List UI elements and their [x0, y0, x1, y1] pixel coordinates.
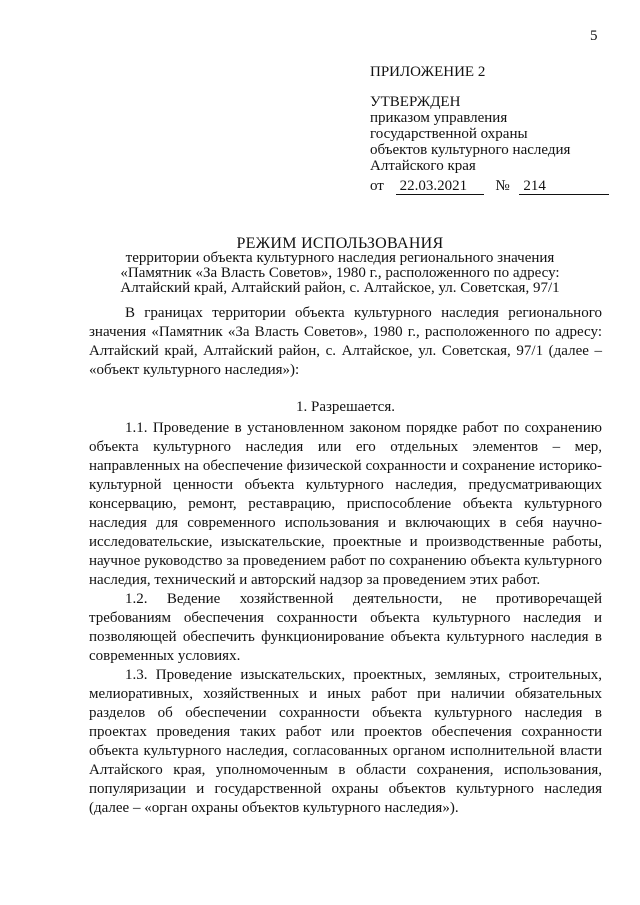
intro-paragraph: В границах территории объекта культурного наследия регионального значения «Памятник «За Власть Советов», 1980 г., расположенного по адресу: Алтайский край, Алтайский район, с. Алтайское, ул. Советская, 97/1 (далее – «объект культурного наследия»):: [89, 305, 602, 378]
document-body: [89, 304, 602, 818]
approval-line: объектов культурного наследия: [370, 142, 571, 158]
document-title: [70, 236, 610, 296]
section-title: 1. Разрешается.: [296, 399, 395, 415]
approval-line: приказом управления: [370, 110, 508, 126]
title-heading: РЕЖИМ ИСПОЛЬЗОВАНИЯ: [236, 235, 444, 252]
order-number: 214: [519, 178, 609, 195]
number-label: №: [495, 178, 510, 194]
title-line: «Памятник «За Власть Советов», 1980 г., расположенного по адресу:: [120, 265, 560, 281]
approval-line: государственной охраны: [370, 126, 528, 142]
title-line: территории объекта культурного наследия регионального значения: [125, 250, 555, 266]
clause-1-1: 1.1. Проведение в установленном законом порядке работ по сохранению объекта культурного наследия или его отдельных элементов – мер, направленных на обеспечение физической сохранности и сохранение историко-культурной ценности объекта культурного наследия, предусматривающих консервацию, ремонт, реставрацию, приспособление объекта культурного наследия для современного использования и включающих в себя научно-исследовательские, изыскательские, проектные и производственные работы, научное руководство за проведением работ по сохранению объекта культурного наследия, технический и авторский надзор за проведением этих работ.: [89, 420, 602, 588]
clause-1-3: 1.3. Проведение изыскательских, проектных, земляных, строительных, мелиоративных, хозяйственных и иных работ при наличии обязательных разделов об обеспечении сохранности объекта культурного наследия в проектах проведения таких работ или проектов обеспечения сохранности объекта культурного наследия, согласованных органом исполнительной власти Алтайского края, уполномоченным в области сохранения, использования, популяризации и государственной охраны объектов культурного наследия (далее – «орган охраны объектов культурного наследия»).: [89, 667, 602, 816]
order-line: [370, 178, 610, 195]
approved-label: УТВЕРЖДЕН: [370, 94, 461, 110]
approval-block: [370, 64, 610, 195]
title-line: Алтайский край, Алтайский район, с. Алтайское, ул. Советская, 97/1: [120, 280, 560, 296]
clause-1-2: 1.2. Ведение хозяйственной деятельности, не противоречащей требованиям обеспечения сохранности объекта культурного наследия и позволяющей обеспечить функционирование объекта культурного наследия в современных условиях.: [89, 591, 602, 664]
page-number: 5: [590, 28, 598, 44]
order-date: 22.03.2021: [396, 178, 484, 195]
appendix-label: ПРИЛОЖЕНИЕ 2: [370, 64, 486, 80]
approval-line: Алтайского края: [370, 158, 476, 174]
from-label: от: [370, 178, 384, 194]
